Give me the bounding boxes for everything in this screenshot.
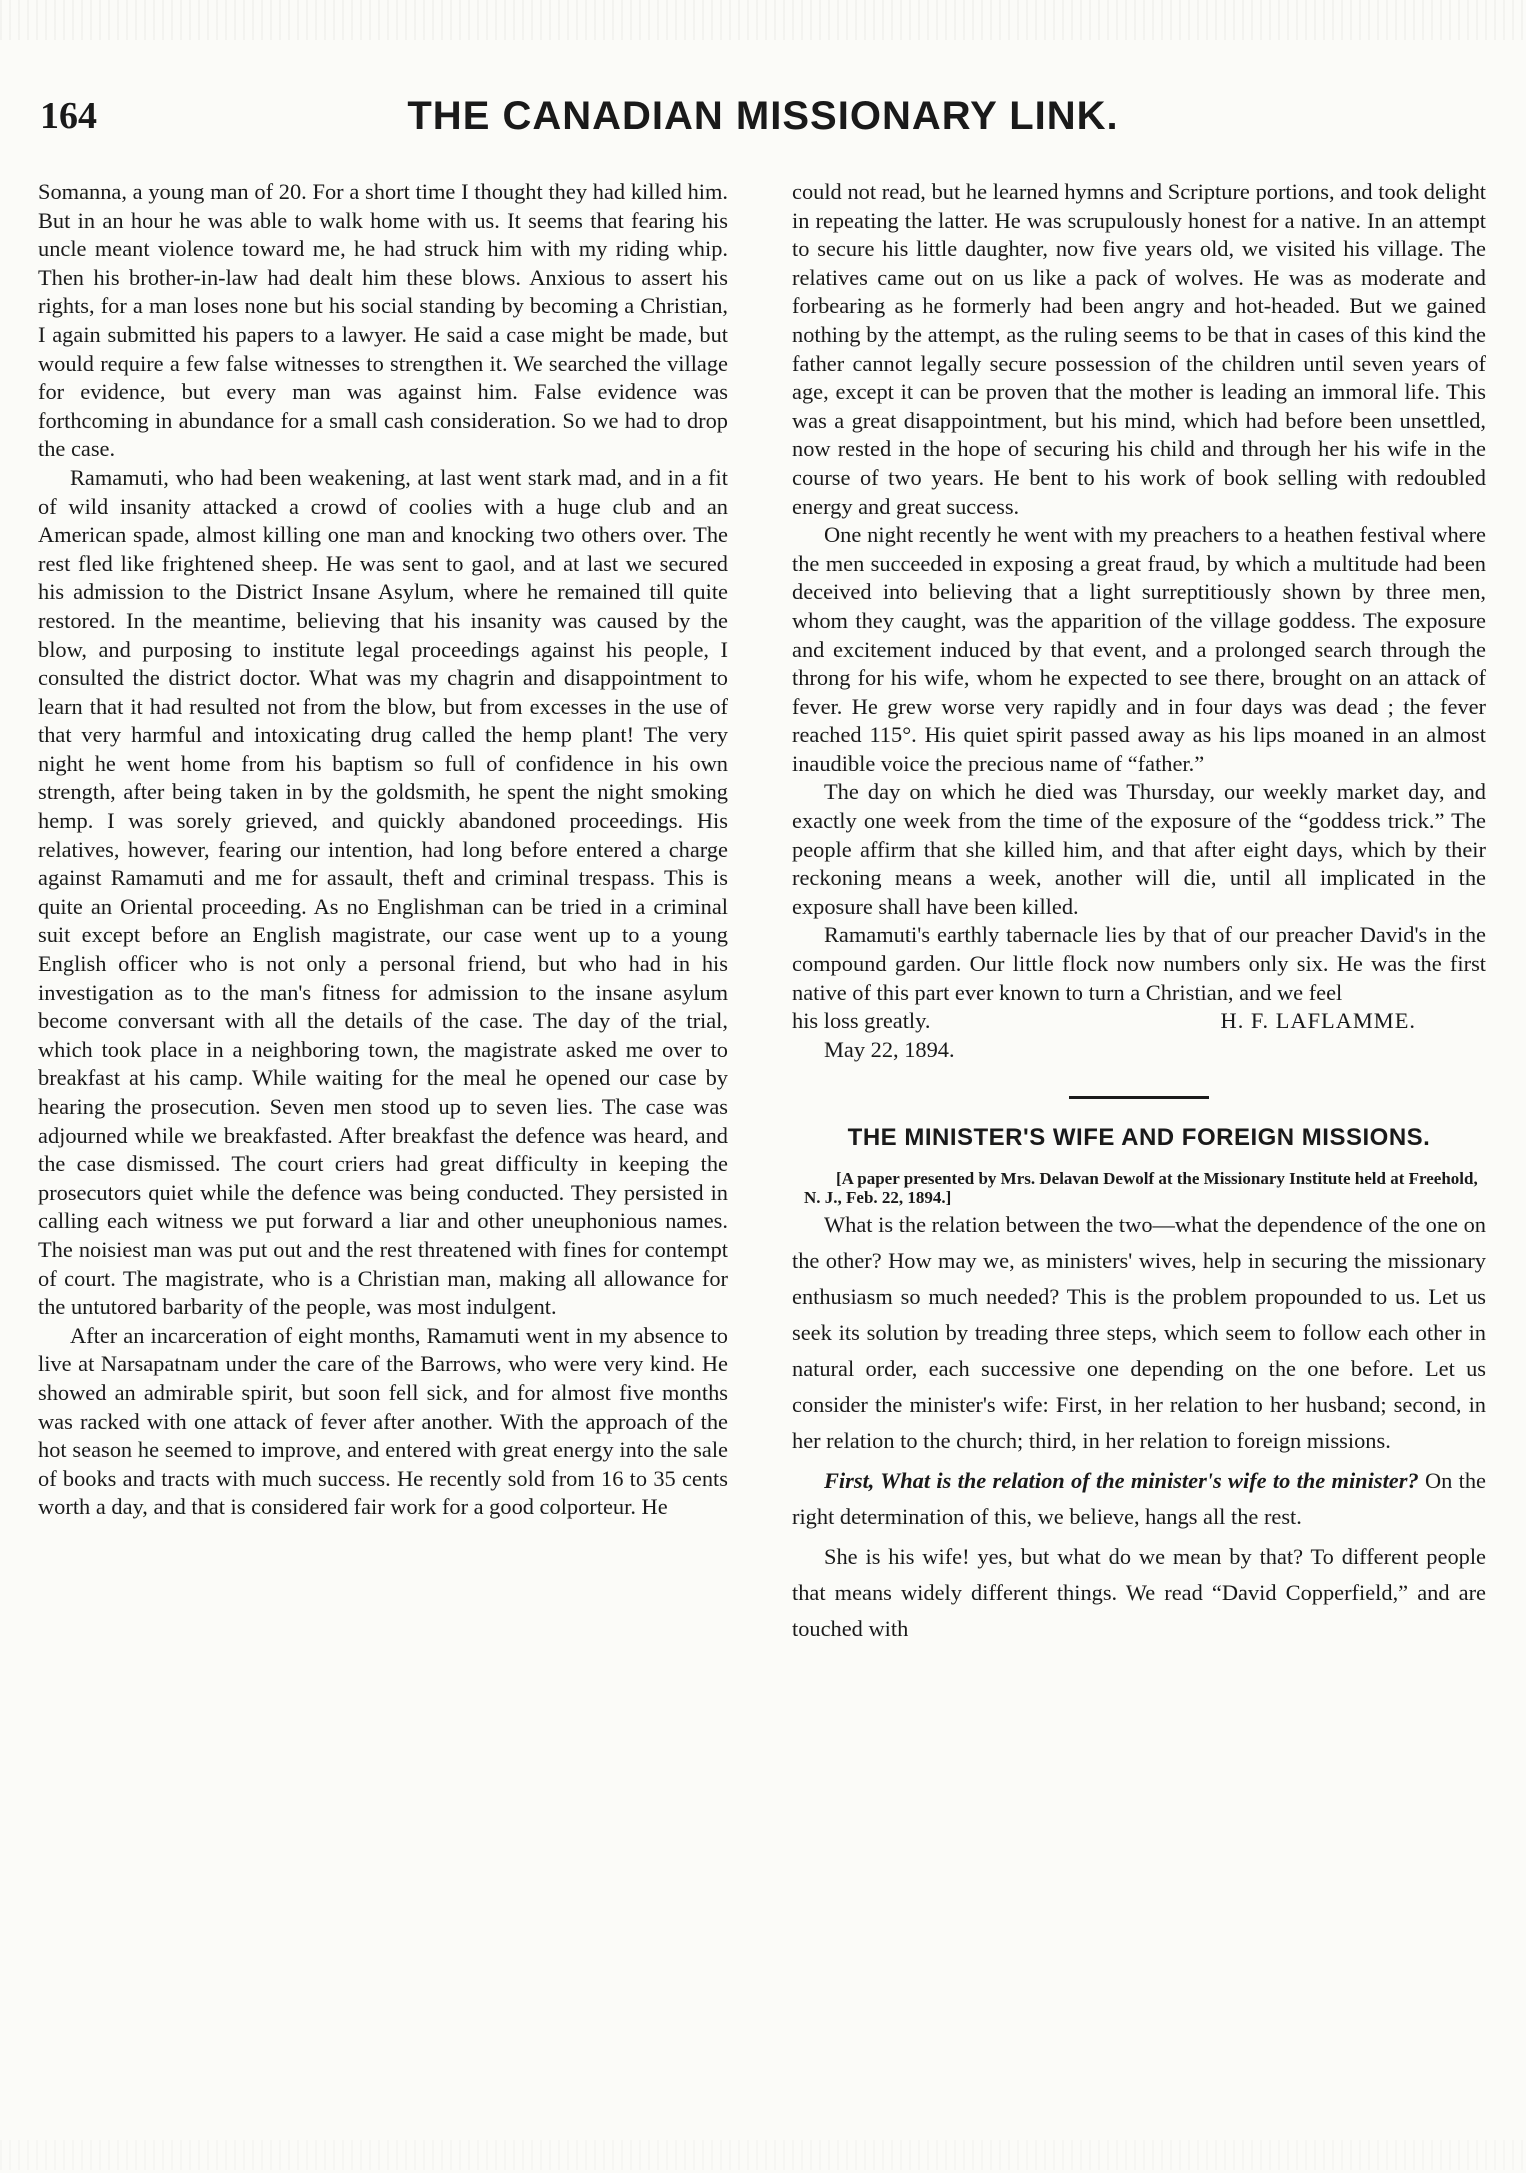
paragraph: Ramamuti, who had been weakening, at last went stark mad, and in a fit of wild insanity attacked a crowd of coolies with a huge club and an American spade, almost killing one man and knocking two others over. The rest fled like frightened sheep. He was sent to gaol, and at last we secured his admission to the District Insane Asylum, where he remained till quite restored. In the meantime, believing that his insanity was caused by the blow, and purposing to institute legal proceedings against his people, I consulted the district doctor. What was my chagrin and disappointment to learn that it had resulted not from the blow, but from excesses in the use of that very harmful and intoxicating drug called the hemp plant! The very night he went home from his baptism so full of confidence in his own strength, after being taken in by the goldsmith, he spent the night smoking hemp. I was sorely grieved, and quickly abandoned proceedings. His relatives, however, fearing our intention, had long before entered a charge against Ramamuti and me for assault, theft and criminal trespass. This is quite an Oriental proceeding. As no Englishman can be tried in a criminal suit except before an English magistrate, our case went up to a young English officer who is not only a personal friend, but who had in his investigation as to the man's fitness for admission to the insane asylum become conversant with all the details of the case. The day of the trial, which took place in a neighboring town, the magistrate asked me over to breakfast at his camp. While waiting for the meal he opened our case by hearing the prosecution. Seven men stood up to seven lies. The case was adjourned while we breakfasted. After breakfast the defence was heard, and the case dismissed. The court criers had great difficulty in keeping the prosecutors quiet while the defence was being conducted. They persisted in calling each witness we put forward a liar and other uneuphonious names. The noisiest man was put out and the rest threatened with fines for contempt of court. The magistrate, who is a Christian man, making all allowance for the untutored barbarity of the people, was most indulgent. [38, 464, 728, 1320]
left-column [38, 178, 728, 1522]
running-head [0, 94, 1526, 154]
article-paragraph [792, 1463, 1486, 1535]
paragraph: One night recently he went with my preachers to a heathen festival where the men succeeded in exposing a great fraud, by which a multitude had been deceived into believing that a light surreptitiously shown by three men, whom they caught, was the apparition of the village goddess. The exposure and excitement induced by that event, and a prolonged search through the throng for his wife, whom he expected to see there, brought on an attack of fever. He grew worse very rapidly and in four days was dead ; the fever reached 115°. His quiet spirit passed away as his lips moaned in an almost inaudible voice the precious name of “father.” [792, 522, 1486, 776]
paragraph-text: On the right determination of this, we believe, hangs all the rest. [792, 1468, 1486, 1530]
article-paragraph: What is the relation between the two—what the dependence of the one on the other? How may we, as ministers' wives, help in securing the missionary enthusiasm so much needed? This is the problem propounded to us. Let us seek its solution by treading three steps, which seem to follow each other in natural order, each successive one depending on the one before. Let us consider the minister's wife: First, in her relation to her husband; second, in her relation to the church; third, in her relation to foreign missions. [792, 1212, 1486, 1454]
author-signature: H. F. LAFLAMME. [1220, 1008, 1416, 1034]
italic-question: First, What is the relation of the minister's wife to the minister? [824, 1468, 1419, 1494]
article-body [792, 1207, 1486, 1647]
paragraph: Somanna, a young man of 20. For a short time I thought they had killed him. But in an hour he was able to walk home with us. It seems that fearing his uncle meant violence toward me, he had struck him with my riding whip. Then his brother-in-law had dealt him these blows. Anxious to assert his rights, for a man loses none but his social standing by becoming a Christian, I again submitted his papers to a lawyer. He said a case might be made, but would require a few false witnesses to strengthen it. We searched the village for evidence, but every man was against him. False evidence was forthcoming in abundance for a small cash consideration. So we had to drop the case. [38, 179, 728, 462]
dateline: May 22, 1894. [824, 1036, 955, 1062]
section-divider [1069, 1096, 1209, 1099]
signature-line-text: his loss greatly. [792, 1008, 931, 1034]
page-edge-speckle [0, 0, 1526, 40]
page-number: 164 [40, 95, 97, 137]
paragraph: The day on which he died was Thursday, our weekly market day, and exactly one week from the time of the exposure of the “goddess trick.” The people affirm that she killed him, and that after eight days, which by their reckoning means a week, another will die, until all implicated in the exposure shall have been killed. [792, 779, 1486, 919]
paragraph: After an incarceration of eight months, Ramamuti went in my absence to live at Narsapatnam under the care of the Barrows, who were very kind. He showed an admirable spirit, but soon fell sick, and for almost five months was racked with one attack of fever after another. With the approach of the hot season he seemed to improve, and entered with great energy into the sale of books and tracts with much success. He recently sold from 16 to 35 cents worth a day, and that is considered fair work for a good colporteur. He [38, 1322, 728, 1520]
signature-line [792, 1007, 1486, 1036]
paragraph: Ramamuti's earthly tabernacle lies by that of our preacher David's in the compound garden. Our little flock now numbers only six. He was the first native of this part ever known to turn a Christian, and we feel [792, 922, 1486, 1005]
right-column [792, 178, 1486, 1651]
article-note: [A paper presented by Mrs. Delavan Dewolf at the Missionary Institute held at Freehold, N. J., Feb. 22, 1894.] [804, 1169, 1478, 1208]
journal-title: THE CANADIAN MISSIONARY LINK. [407, 94, 1119, 138]
paragraph: could not read, but he learned hymns and Scripture portions, and took delight in repeating the latter. He was scrupulously honest for a native. In an attempt to secure his little daughter, now five years old, we visited his village. The relatives came out on us like a pack of wolves. He was as moderate and forbearing as he formerly had been angry and hot-headed. But we gained nothing by the attempt, as the ruling seems to be that in cases of this kind the father cannot legally secure possession of the children until seven years of age, except it can be proven that the mother is leading an immoral life. This was a great disappointment, but his mind, which had before been unsettled, now rested in the hope of securing his child and through her his wife in the course of two years. He bent to his work of book selling with redoubled energy and great success. [792, 179, 1486, 519]
article-heading: THE MINISTER'S WIFE AND FOREIGN MISSIONS. [847, 1124, 1431, 1152]
article-paragraph: She is his wife! yes, but what do we mean by that? To different people that means widely different things. We read “David Copperfield,” and are touched with [792, 1544, 1486, 1642]
page-edge-speckle [0, 2140, 1526, 2170]
